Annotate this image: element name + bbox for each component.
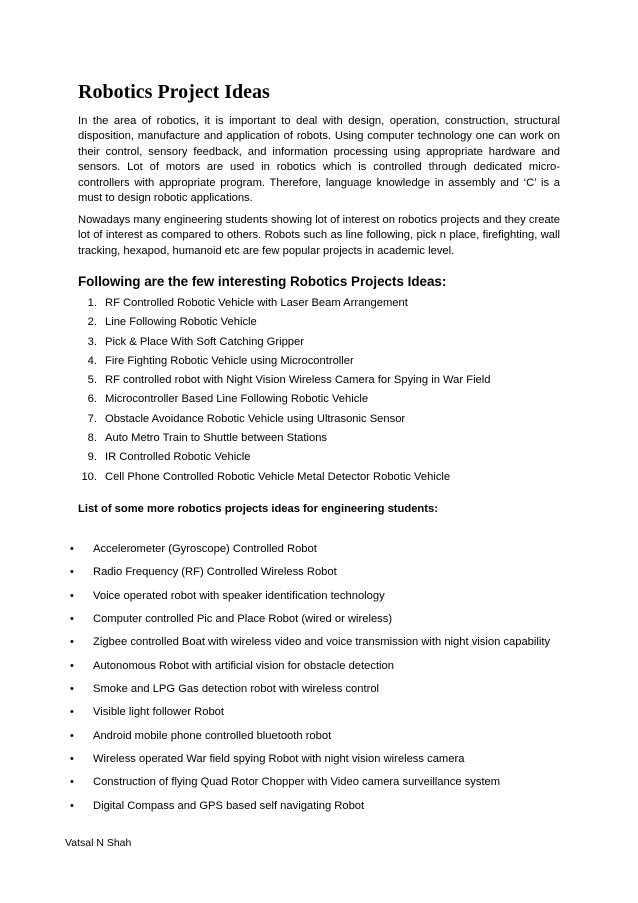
bullet-icon: • (70, 589, 74, 602)
bullet-list-item (70, 775, 550, 798)
list-heading: List of some more robotics projects ideas for engineering students: (78, 503, 438, 515)
list-item-text: Smoke and LPG Gas detection robot with wireless control (93, 683, 380, 696)
list-number: 3. (87, 335, 97, 348)
list-item-text: Cell Phone Controlled Robotic Vehicle Metal Detector Robotic Vehicle (105, 470, 451, 483)
list-item-text: Wireless operated War field spying Robot with night vision wireless camera (93, 753, 465, 766)
bullet-icon: • (70, 659, 74, 672)
list-item-text: Accelerometer (Gyroscope) Controlled Robot (93, 543, 317, 555)
bullet-icon: • (70, 753, 74, 766)
numbered-list-item (78, 392, 491, 411)
list-item-text: RF Controlled Robotic Vehicle with Laser Beam Arrangement (105, 297, 408, 309)
bullet-icon: • (70, 543, 74, 555)
bullet-icon: • (70, 706, 74, 719)
bullet-list-item (70, 565, 550, 588)
bullet-icon: • (70, 729, 74, 742)
bullet-list-item (70, 752, 550, 775)
section-heading: Following are the few interesting Robotics Projects Ideas: (78, 274, 447, 289)
bullet-list-item (70, 729, 550, 752)
bullet-icon: • (70, 683, 74, 696)
numbered-list-item (78, 431, 491, 450)
list-number: 6. (87, 393, 97, 406)
list-item-text: Auto Metro Train to Shuttle between Stations (105, 432, 328, 445)
bullet-icon: • (70, 636, 74, 649)
list-item-text: Zigbee controlled Boat with wireless video and voice transmission with night vision capability (93, 636, 551, 649)
list-item-text: Obstacle Avoidance Robotic Vehicle using Ultrasonic Sensor (105, 412, 406, 425)
list-item-text: Pick & Place With Soft Catching Gripper (105, 335, 304, 348)
list-item-text: Digital Compass and GPS based self navigating Robot (93, 799, 365, 812)
list-item-text: Autonomous Robot with artificial vision for obstacle detection (93, 659, 394, 672)
bullet-list-item (70, 659, 550, 682)
list-number: 1. (87, 297, 97, 309)
bullet-list-item (70, 799, 550, 822)
list-item-text: Android mobile phone controlled bluetooth robot (93, 729, 332, 742)
bullet-list-item (70, 589, 550, 612)
numbered-list-item (78, 373, 491, 392)
list-item-text: Fire Fighting Robotic Vehicle using Microcontroller (105, 354, 354, 367)
bullet-icon: • (70, 613, 74, 626)
numbered-list-item (78, 450, 491, 469)
numbered-list-item (78, 296, 491, 315)
list-item-text: Radio Frequency (RF) Controlled Wireless Robot (93, 566, 337, 579)
bullet-project-list (70, 542, 550, 822)
bullet-list-item (70, 682, 550, 705)
bullet-list-item (70, 612, 550, 635)
document-title: Robotics Project Ideas (78, 81, 270, 103)
bullet-icon: • (70, 799, 74, 812)
list-number: 7. (87, 412, 97, 425)
list-item-text: Visible light follower Robot (93, 706, 225, 719)
list-item-text: RF controlled robot with Night Vision Wireless Camera for Spying in War Field (105, 374, 491, 387)
page-footer-author: Vatsal N Shah (65, 837, 132, 849)
list-item-text: Construction of flying Quad Rotor Chopper with Video camera surveillance system (93, 776, 501, 789)
list-number: 2. (87, 316, 97, 329)
numbered-list-item (78, 412, 491, 431)
bullet-list-item (70, 705, 550, 728)
bullet-icon: • (70, 566, 74, 579)
list-number: 9. (87, 451, 97, 464)
list-item-text: Line Following Robotic Vehicle (105, 316, 257, 329)
list-item-text: Voice operated robot with speaker identification technology (93, 589, 385, 602)
numbered-list-item (78, 354, 491, 373)
list-item-text: IR Controlled Robotic Vehicle (105, 451, 251, 464)
bullet-list-item (70, 635, 550, 658)
students-paragraph: Nowadays many engineering students showing lot of interest on robotics projects and they create lot of interest as compared to others. Robots such as line following, pick n place, firefighting, wall tracking, hexapod, humanoid etc are few popular projects in academic level. (78, 214, 560, 257)
numbered-project-list (78, 296, 491, 489)
numbered-list-item (78, 335, 491, 354)
numbered-list-item (78, 470, 491, 489)
list-number: 5. (87, 374, 97, 387)
numbered-list-item (78, 315, 491, 334)
list-number: 4. (87, 354, 97, 367)
list-number: 10. (81, 470, 97, 483)
bullet-list-item (70, 542, 550, 565)
list-number: 8. (87, 432, 97, 445)
list-item-text: Microcontroller Based Line Following Robotic Vehicle (105, 393, 369, 406)
intro-paragraph: In the area of robotics, it is important to deal with design, operation, construction, structural disposition, manufacture and application of robots. Using computer technology one can work on their control, sensory feedback, and information processing using appropriate hardware and sensors. Lot of motors are used in robotics which is controlled through dedicated micro-controllers with appropriate program. Therefore, language knowledge in assembly and ‘C’ is a must to design robotic applications. (78, 115, 560, 205)
list-item-text: Computer controlled Pic and Place Robot (wired or wireless) (93, 613, 393, 626)
bullet-icon: • (70, 776, 74, 789)
